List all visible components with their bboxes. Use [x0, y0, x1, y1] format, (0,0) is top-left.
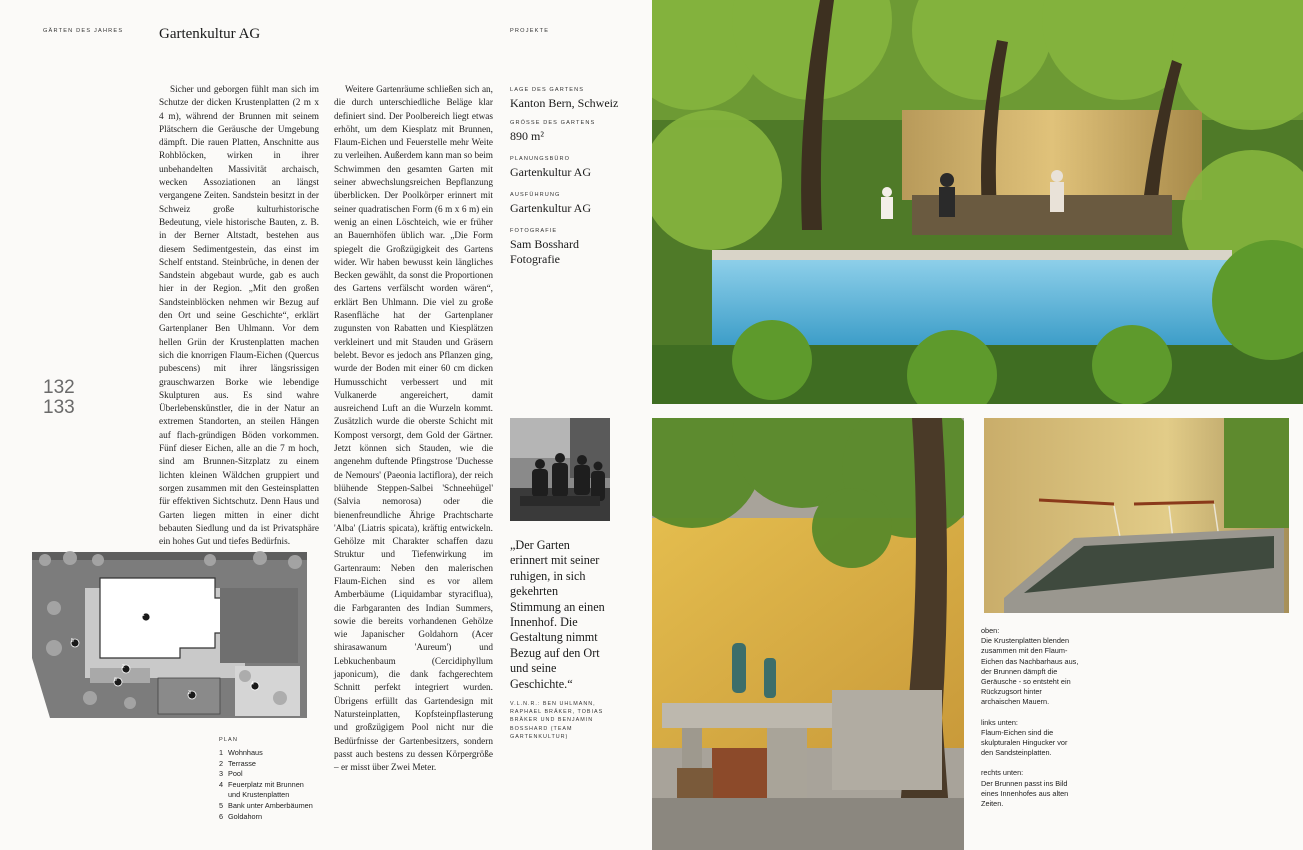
fact-size: GRÖSSE DES GARTENS 890 m²: [510, 120, 596, 143]
sandstone-wall-photo: [652, 418, 964, 850]
article-column-1: [159, 84, 319, 549]
fountain-photo: [984, 418, 1289, 613]
legend-item: 3 Pool: [219, 769, 243, 779]
article-paragraph-2: Weitere Gartenräume schließen sich an, die durch unterschiedliche Beläge klar definiert sind. Der Poolbereich liegt etwas erhöht, um dem Kiesplatz mit Brunnen, Flaum-Eichen und Feuerstelle mehr Weite zu verleihen. Außerdem kann man so beim Schwimmen den gesamten Garten mit seiner abwechslungsreichen Bepflanzung überblicken. Der Poolkörper erinnert mit seiner quadratischen Form (6 m x 6 m) ein wenig an einen Löschteich, wie er früher an Bauernhöfen üblich war. „Die Form spiegelt die Großzügigkeit des Gartens wider. Wir haben bewusst kein längliches Becken gewählt, da sonst die Proportionen des Gartens verfälscht worden wären“, erklärt Ben Uhlmann. Die viel zu große Rasenfläche hat der Gartenplaner zugunsten von Rabatten und Kiesplätzen verkleinert und mit Stauden und Gräsern belebt. Bevor es jedoch ans Pflanzen ging, wurde der Boden mit einer 60 cm dicken Humusschicht verbessert und mit Vulkanerde angereichert, damit ausreichend Luft an die Wurzeln kommt. Zusätzlich wurde die oberste Schicht mit Kompost versorgt, dem Gold der Gärtner. Jetzt können sich Stauden, wie die angenehm duftende Pfingstrose 'Duchesse de Nemours' (Paeonia lactiflora), der reich blühende Steppen-Salbei 'Schneehügel' (Salvia nemorosa) oder die bienenfreundliche Ährige Prachtscharte 'Alba' (Liatris spicata), kräftig entwickeln. Gehölze mit Charakter schaffen dazu Struktur und Tiefenwirkung im Gartenraum: Neben den malerischen Flaum-Eichen sind es vor allem Amberbäume (Liquidambar styraciflua), die Farbgaranten des Indian Summers, sowie die bereits vorhandenen Gehölze wie Japanischer Goldahorn (Acer shirasawanum 'Aureum') und Lebkuchenbaum (Cercidiphyllum japonicum), die dank fachgerechtem Schnitt perfekt integriert wurden. Übrigens erfüllt das Gartendesign mit Natursteinplatten, Kopfsteinpflasterung und großzügigem Pool nicht nur die Bedürfnisse der Gartenbesitzers, sondern passt auch bestens zu dessen Körpergröße – er misst über Zwei Meter.: [334, 85, 493, 774]
plan-marker-3: 3: [188, 690, 191, 696]
garden-plan: [30, 548, 309, 720]
plan-marker-6: 6: [114, 677, 117, 683]
plan-label: PLAN: [219, 737, 239, 743]
plan-legend: [219, 748, 329, 822]
pool-garden-photo: [652, 0, 1303, 404]
legend-item: und Krustenplatten: [228, 790, 290, 800]
legend-item: 6 Goldahorn: [219, 811, 263, 821]
article-paragraph-1: Sicher und geborgen fühlt man sich im Schutze der dicken Krustenplatten (2 m x 4 m), während der Brunnen mit seinem Plätschern die Geräusche der Umgebung dämpft. Die rauen Platten, Anschnitte aus Rohblöcken, wirken in ihrer unbehandelten Massivität archaisch, wecken Assoziationen an längst vergangene Zeiten. Sandstein besitzt in der Schweiz große kulturhistorische Bedeutung, viele historische Bauten, z. B. in der Berner Altstadt, bestehen aus diesem Sedimentgestein, das einst im Schelf entstand. Steinbrüche, in denen der Sandstein abgebaut wurde, gab es auch hier in der Region. „Mit den großen Sandsteinblöcken nehmen wir Bezug auf den Ort und seine Geschichte“, erklärt Gartenplaner Ben Uhlmann. Vor dem hellen Grün der Krustenplatten machen sich die knorrigen Flaum-Eichen (Quercus pubescens) mit ihrer längsrissigen grauschwarzen Borke wie lebendige Skulpturen aus. Es sind wahre Überlebenskünstler, die in der Natur an extremen Standorten, an steilen Hängen auf flach-gründigen Böden vorkommen. Fünf dieser Eichen, alle an die 7 m hoch, sind am Brunnen-Sitzplatz zu einem lichten kleinen Wäldchen gruppiert und sorgen zusammen mit den Gesteinsplatten für effektiven Sichtschutz. Denn Haus und Garten liegen mitten in einer dicht bebauten Siedlung und da ist Privatsphäre ein hohes Gut und tiefes Bedürfnis.: [159, 85, 319, 548]
legend-item: 1 Wohnhaus: [219, 748, 263, 757]
article-title: Gartenkultur AG: [159, 26, 261, 42]
facts-box: [510, 87, 620, 267]
team-credit: V.L.N.R.: BEN UHLMANN, RAPHAEL BRÄKER, TOBIAS BRÄKER UND BENJAMIN BOSSHARD (TEAM GARTENKULTUR): [510, 701, 604, 740]
captions: [981, 626, 1081, 809]
plan-marker-4: 4: [251, 681, 254, 687]
caption-top: oben: Die Krustenplatten blenden zusammen mit den Flaum-Eichen das Nachbarhaus aus, der Brunnen dämpft die Geräusche - so entsteht ein Rückzugsort hinter archaischen Mauern.: [981, 626, 1079, 707]
page-number-left: 132: [43, 377, 75, 398]
fact-planning: PLANUNGSBÜRO Gartenkultur AG: [510, 156, 591, 179]
plan-marker-2: 2: [122, 664, 125, 670]
section-label: GÄRTEN DES JAHRES: [43, 28, 124, 34]
fact-location: LAGE DES GARTENS Kanton Bern, Schweiz: [510, 87, 619, 110]
legend-item: 5 Bank unter Amberbäumen: [219, 800, 313, 810]
legend-item: 4 Feuerplatz mit Brunnen: [219, 779, 304, 789]
plan-marker-5: 5: [71, 638, 74, 644]
page-numbers: [43, 378, 75, 418]
fact-photography: FOTOGRAFIE Sam Bosshard Fotografie: [510, 228, 579, 266]
pull-quote: „Der Garten erinnert mit seiner ruhigen, in sich gekehrten Stimmung an einen Innenhof. Die Gestaltung nimmt Bezug auf den Ort und seine Geschichte.“: [510, 538, 605, 691]
fact-execution: AUSFÜHRUNG Gartenkultur AG: [510, 192, 591, 215]
category-label: PROJEKTE: [510, 28, 550, 34]
plan-marker-1: 1: [142, 612, 145, 618]
article-column-2: [334, 84, 493, 775]
page-number-right: 133: [43, 397, 75, 418]
team-photo: [510, 418, 610, 521]
caption-bottom-left: links unten: Flaum-Eichen sind die skulpturalen Hingucker vor den Sandsteinplatten.: [981, 717, 1068, 758]
caption-bottom-right: rechts unten: Der Brunnen passt ins Bild eines Innenhofes aus alten Zeiten.: [981, 768, 1069, 809]
legend-item: 2 Terrasse: [219, 758, 256, 768]
